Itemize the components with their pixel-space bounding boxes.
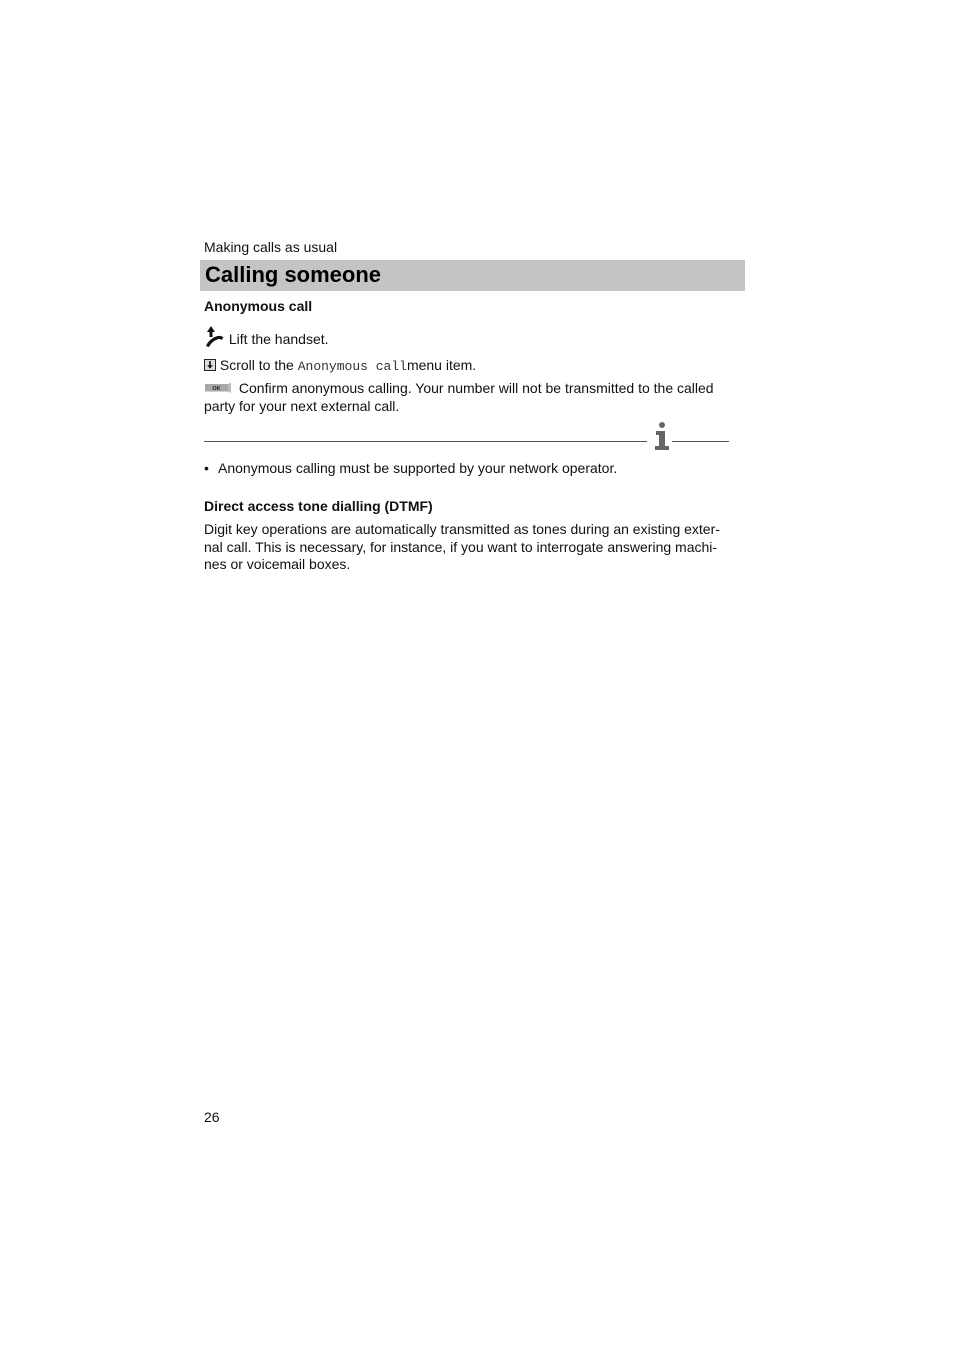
info-icon: [651, 421, 673, 451]
page-title: Calling someone: [205, 262, 382, 287]
step-2-text-after: menu item.: [406, 357, 477, 373]
ok-key-label: OK: [212, 386, 221, 393]
step-2-text-before: Scroll to the: [219, 357, 298, 373]
info-note: [204, 460, 734, 478]
page-number: 26: [204, 1109, 220, 1125]
dtmf-line-3: nes or voicemail boxes.: [204, 556, 351, 572]
scroll-down-key-icon: [204, 358, 216, 370]
dtmf-heading: Direct access tone dialling (DTMF): [204, 498, 433, 514]
step-1-text: Lift the handset.: [228, 331, 329, 347]
step-scroll: [204, 357, 724, 376]
note-bullet: •: [204, 460, 209, 476]
ok-key-icon: [204, 381, 232, 393]
step-confirm: [204, 380, 734, 415]
dtmf-body: [204, 521, 744, 574]
step-lift-handset: [204, 325, 724, 349]
dtmf-line-2: nal call. This is necessary, for instance, if you want to interrogate answering machi-: [204, 538, 718, 555]
menu-item-name: Anonymous call: [297, 359, 407, 374]
note-text: Anonymous calling must be supported by your network operator.: [218, 460, 618, 476]
title-bar: [200, 260, 745, 291]
running-header: Making calls as usual: [204, 239, 338, 255]
step-3-text: Confirm anonymous calling. Your number will not be transmitted to the called party for your next external call.: [204, 380, 714, 414]
anonymous-call-heading: Anonymous call: [204, 298, 313, 314]
handset-lift-icon: [204, 325, 225, 348]
dtmf-line-1: Digit key operations are automatically transmitted as tones during an existing exter-: [204, 521, 720, 537]
info-separator-left: [204, 441, 647, 442]
info-separator-right: [672, 441, 729, 442]
